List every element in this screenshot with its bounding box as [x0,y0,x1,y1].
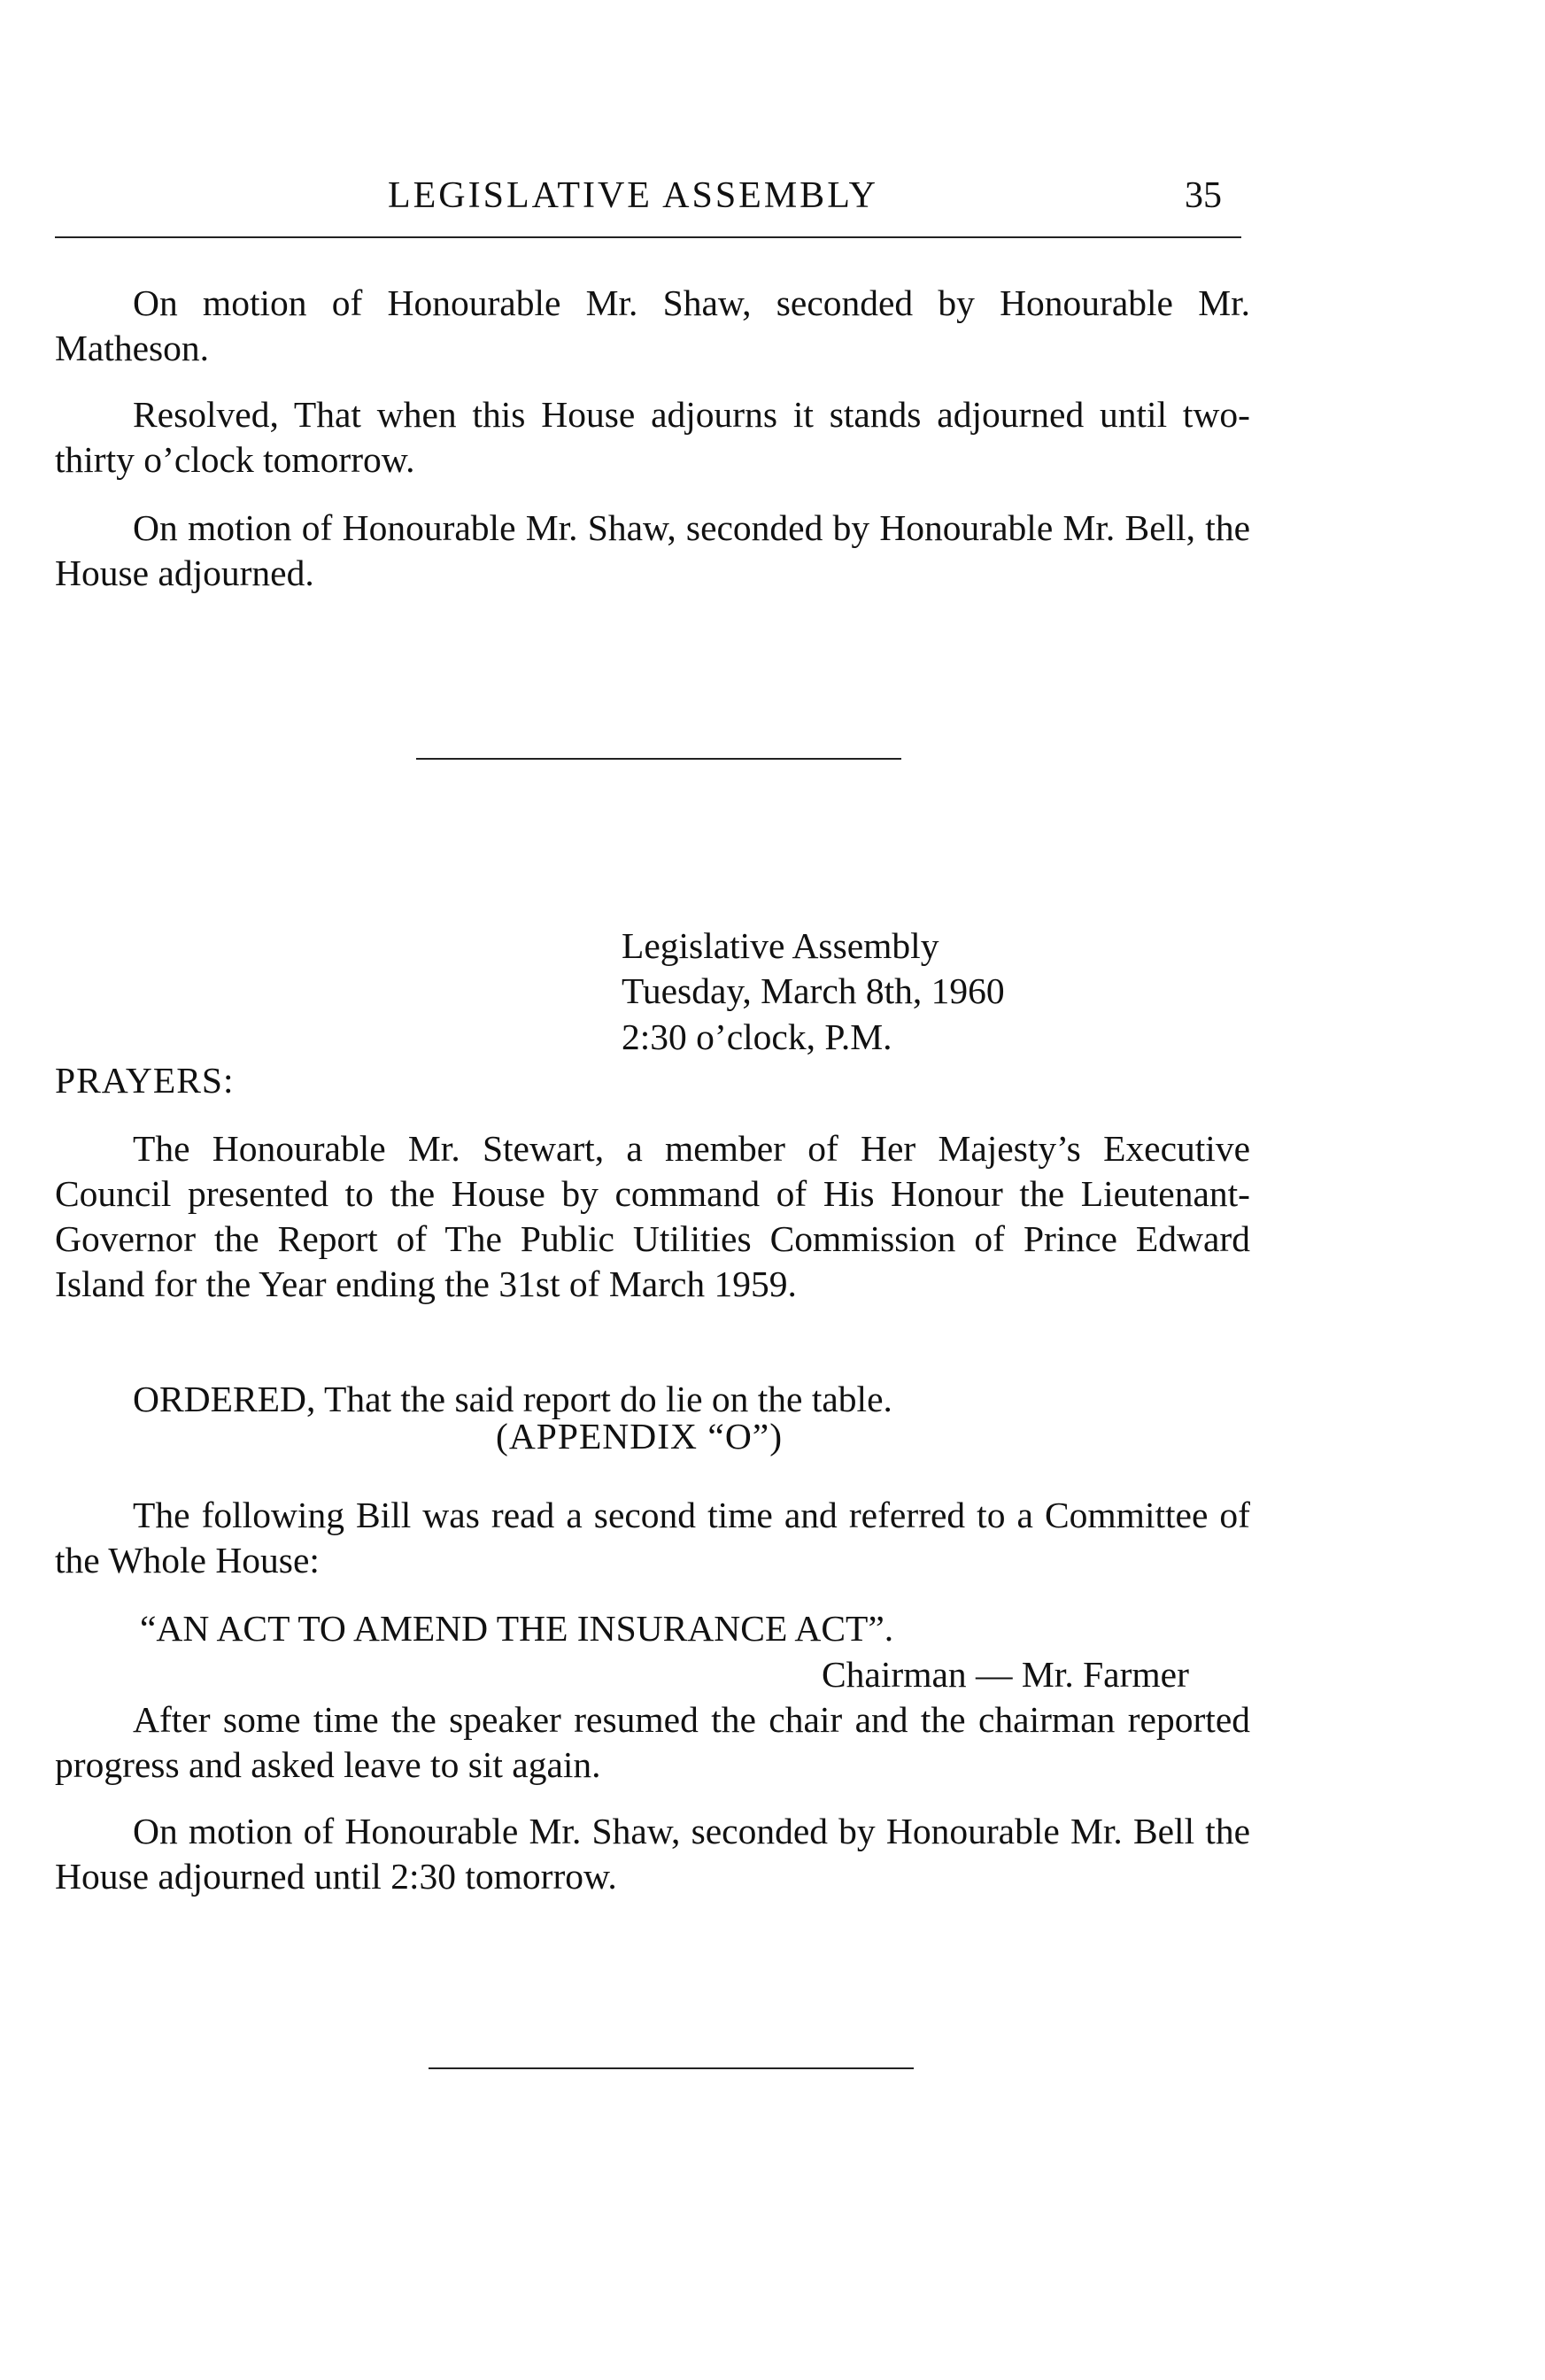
dateline-time: 2:30 o’clock, P.M. [622,1016,892,1057]
prayers-heading: PRAYERS: [55,1060,235,1101]
paragraph-progress-reported: After some time the speaker resumed the chair and the chairman reported progress and asked leave to sit again. [55,1699,1250,1785]
paragraph-motion-matheson: On motion of Honourable Mr. Shaw, seconded by Honourable Mr. Matheson. [55,282,1250,368]
paragraph-final-adjournment: On motion of Honourable Mr. Shaw, seconded by Honourable Mr. Bell the House adjourned until 2:30 tomorrow. [55,1811,1250,1897]
chairman-line: Chairman — Mr. Farmer [822,1654,1189,1695]
header-rule [55,236,1241,238]
appendix-reference: (APPENDIX “O”) [496,1416,784,1457]
bill-title: “AN ACT TO AMEND THE INSURANCE ACT”. [140,1608,894,1649]
paragraph-ordered: ORDERED, That the said report do lie on the table. [133,1379,892,1419]
dateline-date: Tuesday, March 8th, 1960 [622,970,1005,1011]
section-divider-bottom [429,2067,914,2069]
paragraph-bill-second-reading: The following Bill was read a second time and referred to a Committee of the Whole House: [55,1495,1250,1580]
paragraph-adjourned: On motion of Honourable Mr. Shaw, seconded by Honourable Mr. Bell, the House adjourned. [55,507,1250,593]
paragraph-report-presented: The Honourable Mr. Stewart, a member of Her Majesty’s Executive Council presented to the House by command of His Honour the Lieutenant-Governor the Report of The Public Utilities Commission of Prince Edward Island for the Year ending the 31st of March 1959. [55,1128,1250,1304]
section-divider-top [416,758,901,760]
running-header-title: LEGISLATIVE ASSEMBLY [388,175,878,216]
page-number: 35 [1185,175,1222,216]
paragraph-resolved: Resolved, That when this House adjourns it stands adjourned until two-thirty o’clock tomorrow. [55,394,1250,480]
dateline-assembly: Legislative Assembly [622,925,939,966]
